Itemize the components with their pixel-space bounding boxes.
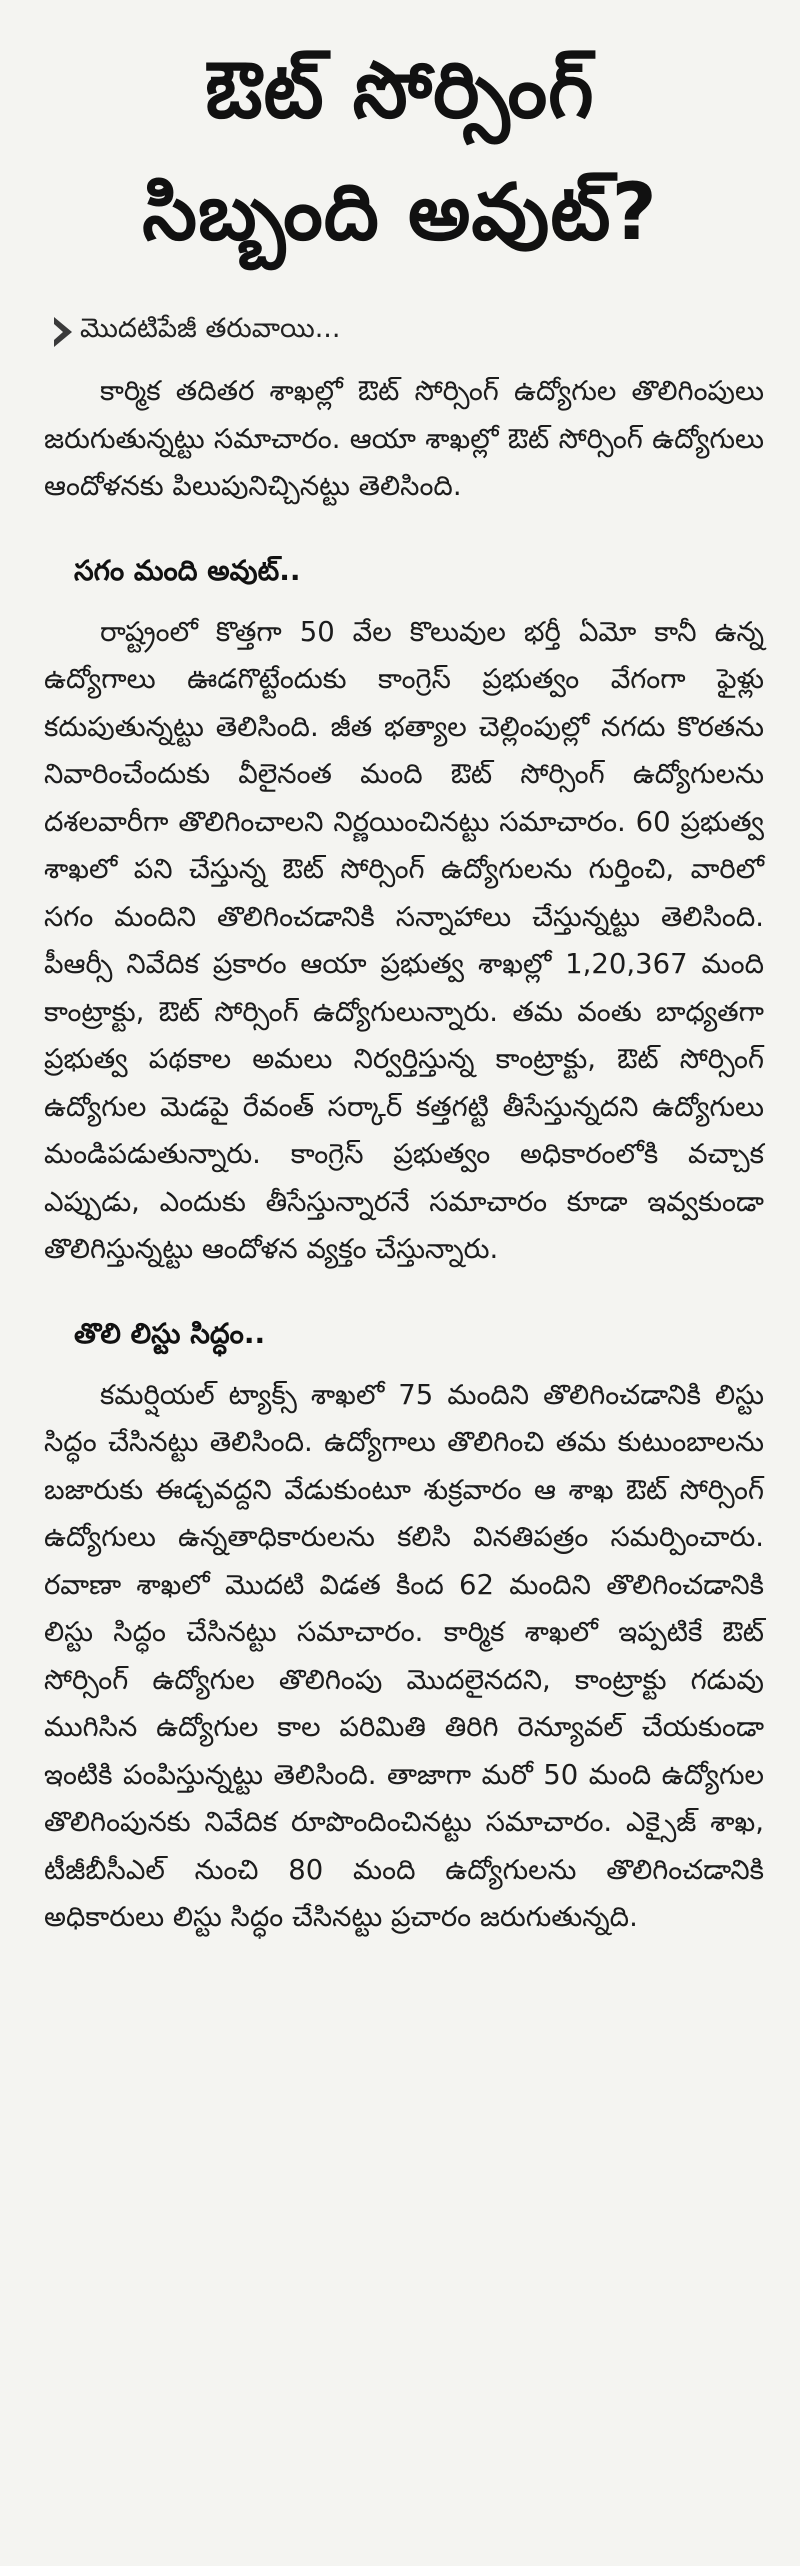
headline-line-2: సిబ్బంది అవుట్? bbox=[142, 168, 658, 258]
paragraph-half-out: రాష్ట్రంలో కొత్తగా 50 వేల కొలువుల భర్తీ ఏమో కానీ ఉన్న ఉద్యోగాలు ఊడగొట్టేందుకు కాంగ్రెస్ ప్రభుత్వం వేగంగా ఫైళ్లు కదుపుతున్నట్టు తెలిసింది. జీత భత్యాల చెల్లింపుల్లో నగదు కొరతను నివారించేందుకు వీలైనంత మంది ఔట్ సోర్సింగ్ ఉద్యోగులను దశలవారీగా తొలిగించాలని నిర్ణయించినట్టు సమాచారం. 60 ప్రభుత్వ శాఖలో పని చేస్తున్న ఔట్ సోర్సింగ్ ఉద్యోగులను గుర్తించి, వారిలో సగం మందిని తొలిగించడానికి సన్నాహాలు చేస్తున్నట్టు తెలిసింది. పీఆర్సీ నివేదిక ప్రకారం ఆయా ప్రభుత్వ శాఖల్లో 1,20,367 మంది కాంట్రాక్టు, ఔట్ సోర్సింగ్ ఉద్యోగులున్నారు. తమ వంతు బాధ్యతగా ప్రభుత్వ పథకాల అమలు నిర్వర్తిస్తున్న కాంట్రాక్టు, ఔట్ సోర్సింగ్ ఉద్యోగుల మెడపై రేవంత్ సర్కార్ కత్తగట్టి తీసేస్తున్నదని ఉద్యోగులు మండిపడుతున్నారు. కాంగ్రెస్ ప్రభుత్వం అధికారంలోకి వచ్చాక ఎప్పుడు, ఎందుకు తీసేస్తున్నారనే సమాచారం కూడా ఇవ్వకుండా తొలిగిస్తున్నట్టు ఆందోళన వ్యక్తం చేస్తున్నారు. bbox=[44, 615, 764, 1265]
headline-line-1: ఔట్ సోర్సింగ్ bbox=[205, 46, 595, 136]
headline bbox=[30, 30, 770, 274]
subheading-first-list: తొలి లిస్టు సిద్ధం.. bbox=[74, 1316, 266, 1350]
subheading-half-out: సగం మంది అవుట్.. bbox=[74, 553, 301, 587]
paragraph-intro: కార్మిక తదితర శాఖల్లో ఔట్ సోర్సింగ్ ఉద్యోగుల తొలిగింపులు జరుగుతున్నట్టు సమాచారం. ఆయా శాఖల్లో ఔట్ సోర్సింగ్ ఉద్యోగులు ఆందోళనకు పిలుపునిచ్చినట్టు తెలిసింది. bbox=[44, 375, 764, 502]
continued-label: మొదటిపేజీ తరువాయి... bbox=[80, 313, 341, 344]
paragraph-first-list: కమర్షియల్ ట్యాక్స్ శాఖలో 75 మందిని తొలిగించడానికి లిస్టు సిద్ధం చేసినట్టు తెలిసింది. ఉద్యోగాలు తొలిగించి తమ కుటుంబాలను బజారుకు ఈడ్చవద్దని వేడుకుంటూ శుక్రవారం ఆ శాఖ ఔట్ సోర్సింగ్ ఉద్యోగులు ఉన్నతాధికారులను కలిసి వినతిపత్రం సమర్పించారు. రవాణా శాఖలో మొదటి విడత కింద 62 మందిని తొలిగించడానికి లిస్టు సిద్ధం చేసినట్టు సమాచారం. కార్మిక శాఖలో ఇప్పటికే ఔట్ సోర్సింగ్ ఉద్యోగుల తొలిగింపు మొదలైనదని, కాంట్రాక్టు గడువు ముగిసిన ఉద్యోగుల కాల పరిమితి తిరిగి రెన్యూవల్ చేయకుండా ఇంటికి పంపిస్తున్నట్టు తెలిసింది. తాజాగా మరో 50 మంది ఉద్యోగుల తొలిగింపునకు నివేదిక రూపొందించినట్టు సమాచారం. ఎక్సైజ్ శాఖ, టీజీబీసీఎల్ నుంచి 80 మంది ఉద్యోగులను తొలిగించడానికి అధికారులు లిస్టు సిద్ధం చేసినట్టు ప్రచారం జరుగుతున్నది. bbox=[44, 1378, 764, 1933]
continued-from-front-page bbox=[54, 312, 770, 352]
chevron-right-icon bbox=[54, 317, 72, 347]
